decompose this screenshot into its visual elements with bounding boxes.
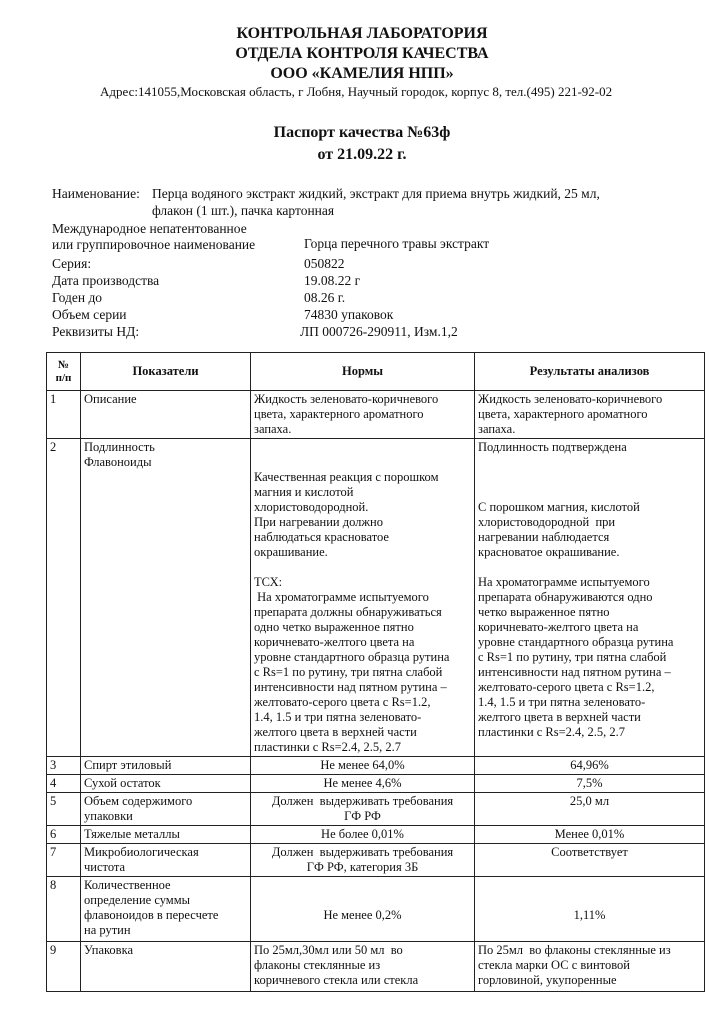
cell-norm [251, 844, 475, 877]
cell-result [475, 757, 705, 775]
norm-line: Должен выдерживать требования [271, 845, 454, 859]
result-line: 25,0 мл [569, 794, 610, 808]
norm-line: Не менее 0,2% [323, 908, 402, 922]
norm-line: флаконы стеклянные из [254, 958, 381, 972]
row-number: 7 [47, 844, 81, 877]
cell-norm [251, 757, 475, 775]
norm-line [254, 440, 471, 455]
lab-name: КОНТРОЛЬНАЯ ЛАБОРАТОРИЯ [236, 25, 488, 42]
table-row [47, 391, 705, 439]
indicator-line: чистота [84, 860, 126, 874]
indicator-line: Количественное [84, 878, 171, 892]
row-number: 4 [47, 775, 81, 793]
norm-line: При нагревании должно [254, 515, 383, 529]
norm-line: желтого цвета в верхней части [254, 725, 417, 739]
table-row [47, 757, 705, 775]
norm-line: Жидкость зеленовато-коричневого [254, 392, 439, 406]
indicator-line: Упаковка [84, 943, 134, 957]
norm-line: ТСХ: [254, 575, 283, 589]
result-line [478, 878, 701, 893]
passport-date: от 21.09.22 г. [317, 146, 407, 163]
indicator-line: упаковки [84, 809, 133, 823]
result-line: 7,5% [576, 776, 603, 790]
expiry-label: Годен до [52, 290, 103, 305]
result-line: нагревании наблюдается [478, 530, 610, 544]
cell-norm [251, 877, 475, 942]
nd-value: ЛП 000726-290911, Изм.1,2 [300, 324, 458, 339]
result-line [478, 485, 701, 500]
norm-line: интенсивности над пятном рутина – [254, 680, 447, 694]
norm-line: пластинки с Rs=2.4, 2.5, 2.7 [254, 740, 402, 754]
cell-result [475, 942, 705, 992]
result-line: 1,11% [573, 908, 606, 922]
series-label: Серия: [52, 256, 92, 271]
indicator-line: Спирт этиловый [84, 758, 172, 772]
norm-line: Должен выдерживать требования [271, 794, 454, 808]
result-line [478, 560, 701, 575]
norm-line: Не более 0,01% [321, 827, 404, 841]
result-line: коричневато-желтого цвета на [478, 620, 639, 634]
cell-indicator [81, 391, 251, 439]
cell-norm [251, 942, 475, 992]
cell-norm [251, 793, 475, 826]
passport-title: Паспорт качества №63ф [273, 124, 451, 141]
header-indicators: Показатели [81, 353, 251, 391]
result-line: желтого цвета в верхней части [478, 710, 641, 724]
norm-line: желтовато-серого цвета с Rs=1.2, [254, 695, 431, 709]
table-header-row [47, 353, 705, 391]
norm-line: препарата должны обнаруживаться [254, 605, 442, 619]
cell-result [475, 877, 705, 942]
cell-indicator [81, 826, 251, 844]
result-line: интенсивности над пятном рутина – [478, 665, 671, 679]
result-line: На хроматограмме испытуемого [478, 575, 650, 589]
result-line: 64,96% [570, 758, 609, 772]
table-row [47, 844, 705, 877]
company-name: ООО «КАМЕЛИЯ НПП» [270, 65, 454, 82]
result-line [478, 455, 701, 470]
norm-line [254, 560, 471, 575]
norm-line: коричневато-желтого цвета на [254, 635, 415, 649]
norm-line: Не менее 64,0% [320, 758, 405, 772]
result-line: препарата обнаруживаются одно [478, 590, 653, 604]
result-line: с Rs=1 по рутину, три пятна слабой [478, 650, 667, 664]
indicator-line: флавоноидов в пересчете [84, 908, 219, 922]
header-norms: Нормы [251, 353, 475, 391]
result-line [478, 893, 701, 908]
norm-line: Качественная реакция с порошком [254, 470, 439, 484]
norm-line: одно четко выраженное пятно [254, 620, 414, 634]
table-row [47, 775, 705, 793]
norm-line [254, 455, 471, 470]
cell-indicator [81, 844, 251, 877]
row-number: 2 [47, 439, 81, 757]
result-line: уровне стандартного образца рутина [478, 635, 674, 649]
row-number: 1 [47, 391, 81, 439]
inn-label-line2: или группировочное наименование [52, 237, 256, 252]
cell-result [475, 826, 705, 844]
indicator-line: Описание [84, 392, 137, 406]
table-row [47, 793, 705, 826]
indicator-line: определение суммы [84, 893, 191, 907]
indicator-line: Флавоноиды [84, 455, 152, 469]
norm-line: На хроматограмме испытуемого [254, 590, 429, 604]
norm-line: По 25мл,30мл или 50 мл во [254, 943, 403, 957]
cell-indicator [81, 439, 251, 757]
name-label: Наименование: [52, 186, 140, 201]
result-line: цвета, характерного ароматного [478, 407, 648, 421]
norm-line: магния и кислотой [254, 485, 354, 499]
result-line: хлористоводородной при [478, 515, 616, 529]
result-line: Подлинность подтверждена [478, 440, 627, 454]
cell-indicator [81, 942, 251, 992]
result-line: 1.4, 1.5 и три пятна зеленовато- [478, 695, 646, 709]
cell-norm [251, 439, 475, 757]
row-number: 9 [47, 942, 81, 992]
table-row [47, 942, 705, 992]
production-date-label: Дата производства [52, 273, 160, 288]
quality-table [46, 352, 705, 992]
norm-line: цвета, характерного ароматного [254, 407, 424, 421]
row-number: 6 [47, 826, 81, 844]
expiry-value: 08.26 г. [304, 290, 346, 305]
header-num-line1: № [57, 358, 70, 371]
nd-label: Реквизиты НД: [52, 324, 140, 339]
cell-norm [251, 391, 475, 439]
cell-result [475, 844, 705, 877]
indicator-line: на рутин [84, 923, 131, 937]
result-line: Соответствует [551, 845, 628, 859]
norm-line: коричневого стекла или стекла [254, 973, 419, 987]
production-date-value: 19.08.22 г [304, 273, 361, 288]
indicator-line: Объем содержимого [84, 794, 193, 808]
result-line: запаха. [478, 422, 516, 436]
row-number: 3 [47, 757, 81, 775]
result-line: красноватое окрашивание. [478, 545, 620, 559]
batch-volume-value: 74830 упаковок [304, 307, 394, 322]
cell-result [475, 439, 705, 757]
norm-line [254, 878, 471, 893]
cell-result [475, 793, 705, 826]
result-line: С порошком магния, кислотой [478, 500, 640, 514]
norm-line: окрашивание. [254, 545, 328, 559]
cell-indicator [81, 793, 251, 826]
indicator-line: Сухой остаток [84, 776, 161, 790]
result-line: Менее 0,01% [554, 827, 625, 841]
cell-indicator [81, 877, 251, 942]
indicator-line: Тяжелые металлы [84, 827, 180, 841]
norm-line: уровне стандартного образца рутина [254, 650, 450, 664]
result-line: Жидкость зеленовато-коричневого [478, 392, 663, 406]
table-row [47, 877, 705, 942]
norm-line: ГФ РФ [344, 809, 381, 823]
norm-line: 1.4, 1.5 и три пятна зеленовато- [254, 710, 422, 724]
norm-line [254, 893, 471, 908]
norm-line: хлористоводородной. [254, 500, 369, 514]
name-value-line1: Перца водяного экстракт жидкий, экстракт для приема внутрь жидкий, 25 мл, [152, 186, 600, 201]
batch-volume-label: Объем серии [52, 307, 127, 322]
result-line: По 25мл во флаконы стеклянные из [478, 943, 671, 957]
header-num [47, 353, 81, 391]
inn-value: Горца перечного травы экстракт [304, 236, 490, 251]
result-line: желтовато-серого цвета с Rs=1.2, [478, 680, 655, 694]
row-number: 8 [47, 877, 81, 942]
norm-line: наблюдаться красноватое [254, 530, 389, 544]
result-line: стекла марки ОС с винтовой [478, 958, 630, 972]
cell-result [475, 391, 705, 439]
norm-line: ГФ РФ, категория 3Б [306, 860, 419, 874]
indicator-line: Подлинность [84, 440, 155, 454]
header-num-line2: п/п [55, 371, 72, 384]
row-number: 5 [47, 793, 81, 826]
norm-line: запаха. [254, 422, 292, 436]
result-line: пластинки с Rs=2.4, 2.5, 2.7 [478, 725, 626, 739]
cell-norm [251, 775, 475, 793]
result-line: горловиной, укупоренные [478, 973, 617, 987]
table-row [47, 439, 705, 757]
cell-norm [251, 826, 475, 844]
series-value: 050822 [304, 256, 345, 271]
inn-label-line1: Международное непатентованное [52, 221, 247, 236]
norm-line: Не менее 4,6% [323, 776, 402, 790]
result-line: четко выраженное пятно [478, 605, 610, 619]
table-row [47, 826, 705, 844]
name-value-line2: флакон (1 шт.), пачка картонная [152, 203, 335, 218]
department-name: ОТДЕЛА КОНТРОЛЯ КАЧЕСТВА [235, 45, 489, 62]
address: Адрес:141055,Московская область, г Лобня, Научный городок, корпус 8, тел.(495) 221-92-02 [100, 84, 613, 99]
norm-line: с Rs=1 по рутину, три пятна слабой [254, 665, 443, 679]
header-results: Результаты анализов [475, 353, 705, 391]
cell-result [475, 775, 705, 793]
cell-indicator [81, 757, 251, 775]
indicator-line: Микробиологическая [84, 845, 199, 859]
cell-indicator [81, 775, 251, 793]
result-line [478, 470, 701, 485]
